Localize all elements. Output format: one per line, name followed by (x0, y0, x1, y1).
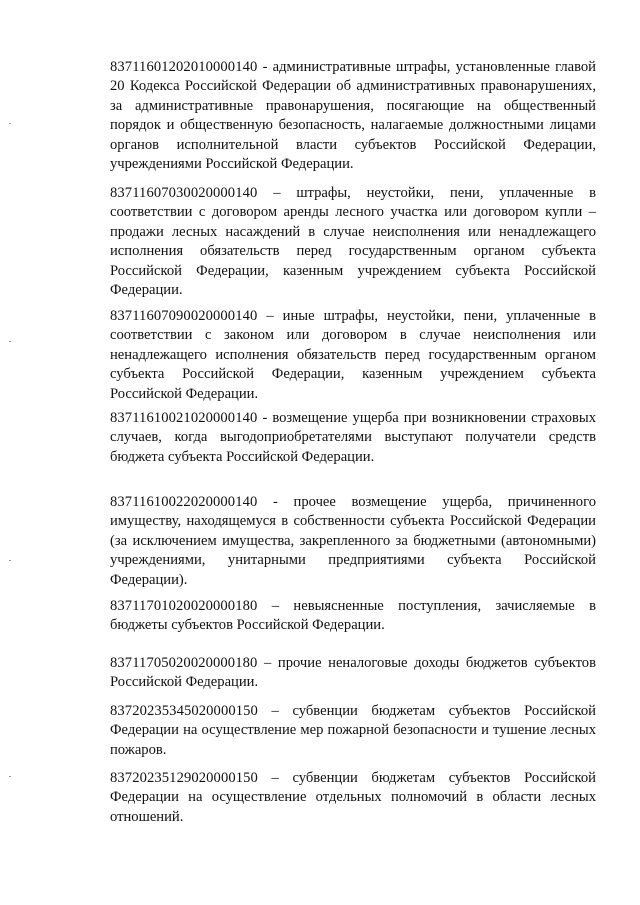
budget-code-description: - прочее возмещение ущерба, причиненного имуществу, находящемуся в собственности субъекта Российской Федерации (за исключением имущества, закрепленного за бюджетными (автономными) учреждениями, унитарными предприятиями субъекта Российской Федерации). (110, 494, 596, 588)
budget-code: 83720235129020000150 (110, 770, 258, 786)
budget-code-description: - административные штрафы, установленные главой 20 Кодекса Российской Федерации об административных правонарушениях, за административные правонарушения, посягающие на общественный порядок и общественную безопасность, налагаемые должностными лицами органов исполнительной власти субъектов Российской Федерации, учреждениями Российской Федерации. (110, 59, 596, 173)
budget-code-entry (110, 184, 596, 300)
budget-code: 83711701020020000180 (110, 598, 258, 614)
budget-code-description: – иные штрафы, неустойки, пени, уплаченные в соответствии с законом или договором в случае неисполнения или ненадлежащего исполнения обязательств перед государственным органом субъекта Российской Федерации, казенным учреждением субъекта Российской Федерации. (110, 308, 596, 402)
budget-code-entry (110, 654, 596, 693)
budget-code-entry (110, 597, 596, 636)
budget-code: 83711610021020000140 (110, 410, 258, 426)
budget-code-description: – субвенции бюджетам субъектов Российской Федерации на осуществление мер пожарной безопасности и тушение лесных пожаров. (110, 703, 596, 758)
budget-code-entry (110, 702, 596, 760)
budget-code: 83720235345020000150 (110, 703, 258, 719)
budget-code-entry (110, 769, 596, 827)
budget-code: 83711610022020000140 (110, 494, 258, 510)
budget-code-description: – прочие неналоговые доходы бюджетов субъектов Российской Федерации. (110, 655, 596, 691)
budget-code: 83711607030020000140 (110, 185, 258, 201)
budget-code-description: – невыясненные поступления, зачисляемые в бюджеты субъектов Российской Федерации. (110, 598, 596, 634)
budget-code: 83711705020020000180 (110, 655, 258, 671)
budget-code-entry (110, 307, 596, 404)
scan-margin-mark (9, 123, 11, 124)
budget-code-entry (110, 58, 596, 174)
budget-code-description: – штрафы, неустойки, пени, уплаченные в соответствии с договором аренды лесного участка или договором купли – продажи лесных насаждений в случае неисполнения или ненадлежащего исполнения обязательств перед государственным органом субъекта Российской Федерации, казенным учреждением субъекта Российской Федерации. (110, 185, 596, 299)
budget-code: 83711601202010000140 (110, 59, 258, 75)
budget-code-entry (110, 493, 596, 590)
budget-code-entry (110, 409, 596, 467)
scan-margin-mark (9, 776, 11, 777)
scan-margin-mark (9, 341, 11, 342)
budget-code: 83711607090020000140 (110, 308, 258, 324)
scan-margin-mark (9, 560, 11, 561)
budget-code-description: – субвенции бюджетам субъектов Российской Федерации на осуществление отдельных полномочий в области лесных отношений. (110, 770, 596, 825)
budget-code-description: - возмещение ущерба при возникновении страховых случаев, когда выгодоприобретателями выступают получатели средств бюджета субъекта Российской Федерации. (110, 410, 596, 465)
